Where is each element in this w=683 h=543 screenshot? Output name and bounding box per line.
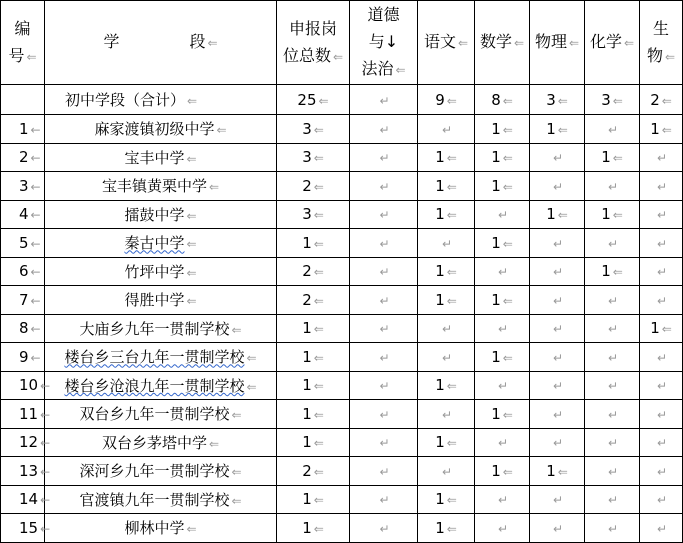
cell-moral: ↵	[350, 457, 418, 486]
header-total: 申报岗 位总数 ⇐	[277, 1, 350, 85]
school-name: 宝丰镇黄栗中学 ⇐	[45, 172, 277, 201]
cell-total: 3 ⇐	[277, 115, 350, 144]
school-name: 秦古中学 ⇐	[45, 229, 277, 258]
cell-chinese: 1 ⇐	[418, 143, 475, 172]
cell-moral: ↵	[350, 514, 418, 543]
header-physics: 物理 ⇐	[530, 1, 585, 85]
cell-math: 1 ⇐	[475, 172, 530, 201]
cell-physics: ↵	[530, 257, 585, 286]
cell-physics: 1 ⇐	[530, 200, 585, 229]
total-moral: ↵	[350, 85, 418, 115]
table-row	[1, 115, 683, 144]
header-chinese: 语文 ⇐	[418, 1, 475, 85]
cell-total: 1 ⇐	[277, 229, 350, 258]
cell-moral: ↵	[350, 257, 418, 286]
header-row	[1, 1, 683, 85]
cell-biology: ↵	[640, 143, 683, 172]
school-name: 柳林中学 ⇐	[45, 514, 277, 543]
cell-moral: ↵	[350, 371, 418, 400]
cell-chemistry: ↵	[585, 485, 640, 514]
cell-math: ↵	[475, 257, 530, 286]
row-number: 1 ←	[1, 115, 45, 144]
cell-chemistry: ↵	[585, 514, 640, 543]
row-number: 3 ←	[1, 172, 45, 201]
table-row	[1, 371, 683, 400]
cell-biology: 1 ⇐	[640, 314, 683, 343]
cell-biology: ↵	[640, 371, 683, 400]
cell-chemistry: ↵	[585, 115, 640, 144]
cell-biology: ↵	[640, 200, 683, 229]
cell-physics: ↵	[530, 172, 585, 201]
cell-chinese: ↵	[418, 314, 475, 343]
cell-moral: ↵	[350, 115, 418, 144]
cell-physics: ↵	[530, 314, 585, 343]
table-row	[1, 286, 683, 315]
table-row	[1, 514, 683, 543]
cell-chemistry: 1 ⇐	[585, 257, 640, 286]
school-name: 麻家渡镇初级中学 ⇐	[45, 115, 277, 144]
cell-chinese: ↵	[418, 115, 475, 144]
cell-chemistry: ↵	[585, 428, 640, 457]
school-name: 深河乡九年一贯制学校 ⇐	[45, 457, 277, 486]
cell-biology: ↵	[640, 400, 683, 429]
cell-chemistry: 1 ⇐	[585, 200, 640, 229]
cell-physics: ↵	[530, 343, 585, 372]
cell-chemistry: ↵	[585, 172, 640, 201]
cell-chinese: 1 ⇐	[418, 286, 475, 315]
school-name: 楼台乡沧浪九年一贯制学校 ⇐	[45, 371, 277, 400]
cell-moral: ↵	[350, 229, 418, 258]
total-chemistry: 3 ⇐	[585, 85, 640, 115]
cell-total: 2 ⇐	[277, 257, 350, 286]
cell-total: 2 ⇐	[277, 172, 350, 201]
cell-physics: 1 ⇐	[530, 457, 585, 486]
school-name: 擂鼓中学 ⇐	[45, 200, 277, 229]
cell-biology: ↵	[640, 343, 683, 372]
cell-total: 3 ⇐	[277, 200, 350, 229]
cell-chinese: ↵	[418, 457, 475, 486]
cell-biology: ↵	[640, 514, 683, 543]
school-name: 大庙乡九年一贯制学校 ⇐	[45, 314, 277, 343]
cell-chinese: ↵	[418, 400, 475, 429]
cell-physics: ↵	[530, 371, 585, 400]
cell-math: 1 ⇐	[475, 115, 530, 144]
table-row	[1, 485, 683, 514]
cell-math: ↵	[475, 314, 530, 343]
header-chemistry: 化学 ⇐	[585, 1, 640, 85]
cell-total: 1 ⇐	[277, 400, 350, 429]
cell-moral: ↵	[350, 286, 418, 315]
cell-chemistry: ↵	[585, 286, 640, 315]
cell-total: 2 ⇐	[277, 286, 350, 315]
row-number: 13 ←	[1, 457, 45, 486]
school-name: 宝丰中学 ⇐	[45, 143, 277, 172]
table-row	[1, 257, 683, 286]
total-chinese: 9 ⇐	[418, 85, 475, 115]
table-row	[1, 457, 683, 486]
cell-total: 1 ⇐	[277, 371, 350, 400]
cell-total: 1 ⇐	[277, 514, 350, 543]
cell-biology: ↵	[640, 485, 683, 514]
cell-moral: ↵	[350, 143, 418, 172]
cell-chinese: ↵	[418, 229, 475, 258]
row-number: 2 ←	[1, 143, 45, 172]
cell-biology: ↵	[640, 457, 683, 486]
total-row	[1, 85, 683, 115]
cell-chemistry: ↵	[585, 400, 640, 429]
cell-math: 1 ⇐	[475, 343, 530, 372]
cell-biology: 1 ⇐	[640, 115, 683, 144]
cell-total: 3 ⇐	[277, 143, 350, 172]
cell-physics: ↵	[530, 229, 585, 258]
cell-math: ↵	[475, 428, 530, 457]
row-number: 11 ←	[1, 400, 45, 429]
cell-moral: ↵	[350, 428, 418, 457]
cell-chemistry: ↵	[585, 343, 640, 372]
cell-chinese: 1 ⇐	[418, 257, 475, 286]
total-label: 初中学段（合计） ⇐	[45, 85, 277, 115]
cell-math: ↵	[475, 514, 530, 543]
table-row	[1, 200, 683, 229]
cell-biology: ↵	[640, 428, 683, 457]
cell-total: 1 ⇐	[277, 343, 350, 372]
row-number: 5 ←	[1, 229, 45, 258]
cell-moral: ↵	[350, 485, 418, 514]
row-number: 14 ←	[1, 485, 45, 514]
cell-physics: ↵	[530, 400, 585, 429]
school-name: 竹坪中学 ⇐	[45, 257, 277, 286]
total-biology: 2 ⇐	[640, 85, 683, 115]
school-name: 楼台乡三台九年一贯制学校 ⇐	[45, 343, 277, 372]
cell-physics: ↵	[530, 514, 585, 543]
header-school: 学 段 ⇐	[45, 1, 277, 85]
cell-chemistry: ↵	[585, 457, 640, 486]
total-math: 8 ⇐	[475, 85, 530, 115]
header-math: 数学 ⇐	[475, 1, 530, 85]
cell-physics: ↵	[530, 286, 585, 315]
row-number: 7 ←	[1, 286, 45, 315]
cell-chinese: ↵	[418, 343, 475, 372]
cell-math: 1 ⇐	[475, 143, 530, 172]
table-row	[1, 314, 683, 343]
row-number: 9 ←	[1, 343, 45, 372]
cell-math: 1 ⇐	[475, 457, 530, 486]
cell-total: 1 ⇐	[277, 314, 350, 343]
cell-math: ↵	[475, 485, 530, 514]
cell-biology: ↵	[640, 286, 683, 315]
cell-biology: ↵	[640, 172, 683, 201]
cell-chinese: 1 ⇐	[418, 371, 475, 400]
table-row	[1, 400, 683, 429]
table-row	[1, 229, 683, 258]
table-row	[1, 143, 683, 172]
table-row	[1, 172, 683, 201]
cell-physics: ↵	[530, 428, 585, 457]
cell-total: 2 ⇐	[277, 457, 350, 486]
total-physics: 3 ⇐	[530, 85, 585, 115]
cell-total: 1 ⇐	[277, 428, 350, 457]
cell-moral: ↵	[350, 400, 418, 429]
cell-moral: ↵	[350, 314, 418, 343]
cell-physics: ↵	[530, 485, 585, 514]
cell-chemistry: ↵	[585, 371, 640, 400]
table-row	[1, 343, 683, 372]
cell-moral: ↵	[350, 200, 418, 229]
row-number: 10 ←	[1, 371, 45, 400]
header-moral: 道德 与↓ 法治 ⇐	[350, 1, 418, 85]
cell-biology: ↵	[640, 229, 683, 258]
cell-physics: ↵	[530, 143, 585, 172]
cell-chinese: 1 ⇐	[418, 428, 475, 457]
table-row	[1, 428, 683, 457]
cell-math: ↵	[475, 371, 530, 400]
row-number: 12 ←	[1, 428, 45, 457]
school-name: 双台乡九年一贯制学校 ⇐	[45, 400, 277, 429]
cell-chinese: 1 ⇐	[418, 172, 475, 201]
cell-chinese: 1 ⇐	[418, 200, 475, 229]
cell-chemistry: 1 ⇐	[585, 143, 640, 172]
row-number: 4 ←	[1, 200, 45, 229]
school-name: 得胜中学 ⇐	[45, 286, 277, 315]
school-name: 官渡镇九年一贯制学校 ⇐	[45, 485, 277, 514]
total-num-cell	[1, 85, 45, 115]
header-num: 编 号 ⇐	[1, 1, 45, 85]
cell-math: ↵	[475, 200, 530, 229]
cell-total: 1 ⇐	[277, 485, 350, 514]
cell-moral: ↵	[350, 343, 418, 372]
cell-math: 1 ⇐	[475, 229, 530, 258]
cell-chinese: 1 ⇐	[418, 485, 475, 514]
header-biology: 生 物 ⇐	[640, 1, 683, 85]
total-count: 25 ⇐	[277, 85, 350, 115]
row-number: 6 ←	[1, 257, 45, 286]
cell-moral: ↵	[350, 172, 418, 201]
row-number: 8 ←	[1, 314, 45, 343]
row-number: 15 ←	[1, 514, 45, 543]
cell-math: 1 ⇐	[475, 400, 530, 429]
school-name: 双台乡茅塔中学 ⇐	[45, 428, 277, 457]
cell-chemistry: ↵	[585, 229, 640, 258]
cell-physics: 1 ⇐	[530, 115, 585, 144]
cell-math: 1 ⇐	[475, 286, 530, 315]
cell-chinese: 1 ⇐	[418, 514, 475, 543]
cell-biology: ↵	[640, 257, 683, 286]
cell-chemistry: ↵	[585, 314, 640, 343]
